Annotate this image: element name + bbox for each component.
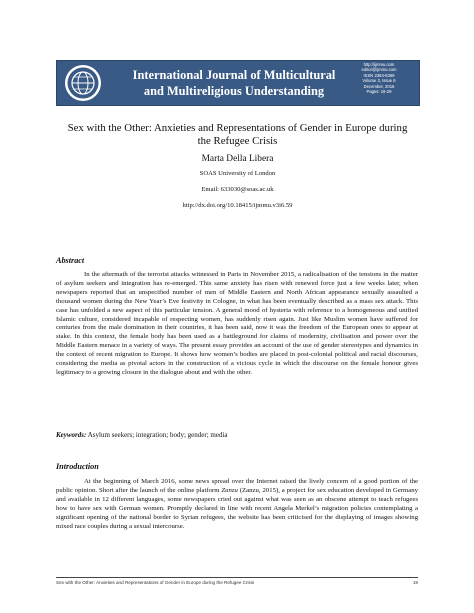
introduction-heading: Introduction (56, 462, 99, 471)
keywords-label: Keywords: (56, 431, 87, 439)
journal-title-line1: International Journal of Multicultural (132, 68, 336, 82)
article-title: Sex with the Other: Anxieties and Representations of Gender in Europe during the Refugee Crisis (67, 122, 408, 147)
keywords (56, 431, 228, 439)
footer-running-title: Sex with the Other: Anxieties and Representations of Gender in Europe during the Refugee Crisis (56, 580, 255, 585)
journal-pages: Pages: 19-29 (366, 89, 392, 95)
journal-url[interactable]: http://ijmmu.com (363, 62, 395, 67)
abstract-text (56, 271, 418, 378)
journal-date: December, 2016 (363, 83, 395, 89)
article-doi[interactable]: http://dx.doi.org/10.18415/ijmmu.v3i6.59 (182, 202, 293, 209)
keywords-text: Asylum seekers; integration; body; gender; media (87, 431, 228, 439)
journal-meta (343, 62, 415, 94)
globe-logo-icon (63, 63, 103, 103)
introduction-text (56, 478, 418, 531)
article-author: Marta Della Libera (201, 154, 274, 164)
author-affiliation: SOAS University of London (199, 170, 276, 177)
journal-email[interactable]: editor@ijmmu.com (361, 67, 397, 73)
intro-text-after: (Zanzu, 2015), a project for sex education developed in Germany and available in 12 different languages, some newspapers cried out against what was seen as an obscene attempt to teach refugees how to have sex with German women. Promptly declared in line with recent Angela Merkel’s migration policies contemplating a significant opening of the national border to Syrian refugees, the website has been criticised for the displaying of images showing mixed race couples during a sexual intercourse. (56, 486, 418, 530)
author-email[interactable]: Email: 633030@soas.ac.uk (201, 186, 274, 193)
journal-issn: ISSN 2364-5369 (363, 72, 395, 78)
abstract-body: In the aftermath of the terrorist attacks witnessed in Paris in November 2015, a radicalisation of the tensions in the matter of asylum seekers and integration has re-emerged. This same anxiety has risen with renewed force just a few weeks later, when newspapers reported that an unspecified number of men of Middle Eastern and North African appearance sexually assaulted a thousand women during the New Year’s Eve festivity in Cologne, in what has been eventually described as a mass sex attack. This case has unfolded a new aspect of this particular tension. A general mood of hysteria with reference to a homogeneous and unified Islamic culture, considered incapable of respecting women, has suddenly risen again. Just like Muslim women have suffered for centuries from the male domination in their countries, it has been said, now it was the freedom of the European ones to appear at stake. In this context, the female body has been used as a battleground for claims of modernity, civilisation and power over the Middle Eastern menace in a variety of ways. The present essay provides an account of the use of gender stereotypes and dynamics in the context of recent migration to Europe. It shows how women’s bodies are placed in post-colonial political and racial discourses, considering the media as pivotal actors in the construction of a vicious cycle in which the discourse on the female honour gives legitimacy to a growing closure in the dialogue about and with the other. (56, 271, 418, 376)
intro-text-before: At the beginning of March 2016, some news spread over the Internet raised the lively concern of a good portion of the public opinion. Short after the launch of the online platform (56, 478, 418, 494)
page-number: 19 (412, 580, 418, 585)
journal-volume: Volume 3, Issue 6 (362, 78, 396, 84)
footer-divider (56, 577, 418, 578)
journal-title (119, 67, 349, 99)
intro-italic-term: Zanzu (221, 486, 238, 494)
journal-banner (56, 60, 420, 106)
abstract-heading: Abstract (56, 256, 85, 265)
journal-title-line2: and Multireligious Understanding (143, 84, 325, 98)
